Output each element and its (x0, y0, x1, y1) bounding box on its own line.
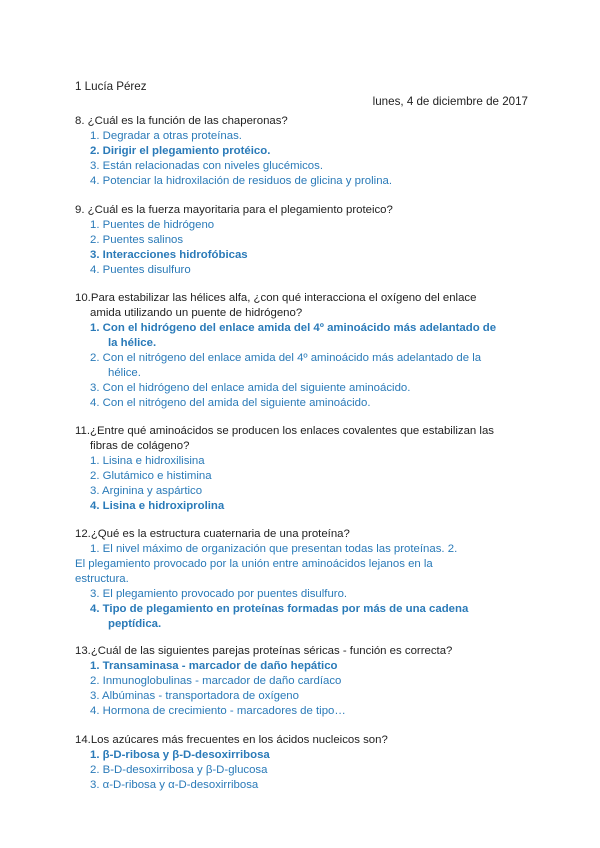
question-text (75, 424, 537, 439)
question-number: 12. (75, 528, 91, 540)
question-label: ¿Cuál de las siguientes parejas proteínas séricas - función es correcta? (90, 645, 453, 657)
question-text (75, 733, 537, 748)
question-label: ¿Cuál es la función de las chaperonas? (87, 115, 288, 127)
option-4-correct: 4. Lisina e hidroxiprolina (90, 500, 225, 512)
option-3: 3. Con el hidrógeno del enlace amida del siguiente aminoácido. (90, 382, 411, 394)
question-label: Los azúcares más frecuentes en los ácidos nucleicos son? (90, 734, 388, 746)
option-1-correct: 1. Transaminasa - marcador de daño hepático (90, 660, 338, 672)
option-4: 4. Con el nitrógeno del amida del siguiente aminoácido. (90, 397, 371, 409)
question-11 (75, 424, 537, 514)
option-2-correct: 2. Dirigir el plegamiento protéico. (90, 145, 271, 157)
option-1-continuation: la hélice. (108, 337, 157, 349)
question-10 (75, 291, 537, 411)
question-text (75, 527, 537, 542)
option-3: 3. Están relacionadas con niveles glucémicos. (90, 160, 324, 172)
question-12 (75, 527, 537, 632)
question-label-line-1: Para estabilizar las hélices alfa, ¿con qué interacciona el oxígeno del enlace (90, 292, 477, 304)
option-4: 4. Puentes disulfuro (90, 264, 191, 276)
option-1: 1. Puentes de hidrógeno (90, 219, 215, 231)
option-1: 1. Lisina e hidroxilisina (90, 455, 205, 467)
question-label: ¿Qué es la estructura cuaternaria de una proteína? (90, 528, 350, 540)
question-label-line-1: ¿Entre qué aminoácidos se producen los enlaces covalentes que estabilizan las (90, 425, 494, 437)
question-number: 13. (75, 645, 91, 657)
option-3-correct: 3. Interacciones hidrofóbicas (90, 249, 248, 261)
option-4: 4. Hormona de crecimiento - marcadores de tipo… (90, 705, 346, 717)
option-2-continuation: estructura. (75, 573, 129, 585)
question-number: 11. (75, 425, 90, 437)
option-1-correct: 1. Con el hidrógeno del enlace amida del 4º aminoácido más adelantado de (90, 322, 497, 334)
option-4-correct: 4. Tipo de plegamiento en proteínas formadas por más de una cadena (90, 603, 469, 615)
question-label-line-2: amida utilizando un puente de hidrógeno? (90, 307, 303, 319)
option-3: 3. α-D-ribosa y α-D-desoxirribosa (90, 779, 259, 791)
question-text (75, 644, 537, 659)
option-3: 3. Arginina y aspártico (90, 485, 203, 497)
option-4-continuation: peptídica. (108, 618, 162, 630)
option-4: 4. Potenciar la hidroxilación de residuos de glicina y prolina. (90, 175, 393, 187)
question-number: 9. (75, 204, 85, 216)
document-date: lunes, 4 de diciembre de 2017 (372, 95, 528, 108)
question-label: ¿Cuál es la fuerza mayoritaria para el plegamiento proteico? (87, 204, 393, 216)
option-3: 3. El plegamiento provocado por puentes disulfuro. (90, 588, 348, 600)
question-text (75, 114, 537, 129)
author-name: 1 Lucía Pérez (75, 80, 147, 93)
question-9 (75, 203, 537, 278)
option-2: El plegamiento provocado por la unión entre aminoácidos lejanos en la (75, 558, 433, 570)
option-3: 3. Albúminas - transportadora de oxígeno (90, 690, 299, 702)
question-14 (75, 733, 537, 793)
question-8 (75, 114, 537, 189)
option-1: 1. Degradar a otras proteínas. (90, 130, 242, 142)
question-text (75, 203, 537, 218)
option-2: 2. B-D-desoxirribosa y β-D-glucosa (90, 764, 268, 776)
option-2: 2. Inmunoglobulinas - marcador de daño cardíaco (90, 675, 342, 687)
option-2: 2. Glutámico e histimina (90, 470, 212, 482)
question-13 (75, 644, 537, 719)
option-1: 1. El nivel máximo de organización que presentan todas las proteínas. 2. (90, 543, 458, 555)
option-2-continuation: hélice. (108, 367, 141, 379)
option-2: 2. Con el nitrógeno del enlace amida del 4º aminoácido más adelantado de la (90, 352, 482, 364)
question-number: 8. (75, 115, 85, 127)
option-1-correct: 1. β-D-ribosa y β-D-desoxirribosa (90, 749, 270, 761)
question-label-line-2: fibras de colágeno? (90, 440, 190, 452)
question-text (75, 291, 537, 306)
question-number: 10. (75, 292, 91, 304)
option-2: 2. Puentes salinos (90, 234, 184, 246)
question-number: 14. (75, 734, 91, 746)
